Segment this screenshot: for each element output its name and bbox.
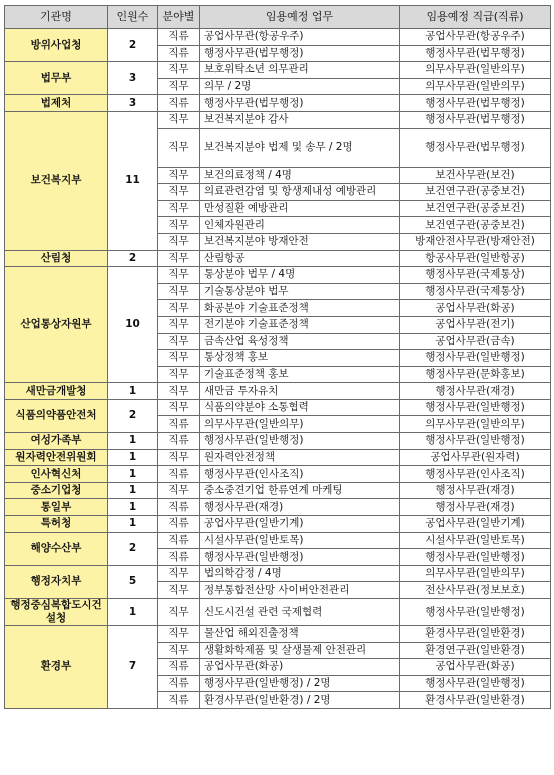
rank-cell: 공업사무관(항공우주) bbox=[400, 29, 551, 46]
headcount-cell: 7 bbox=[108, 626, 158, 709]
table-row bbox=[5, 532, 551, 549]
duty-cell: 의무 / 2명 bbox=[200, 78, 400, 95]
duty-cell: 행정사무관(인사조직) bbox=[200, 466, 400, 483]
rank-cell: 보건연구관(공중보건) bbox=[400, 217, 551, 234]
header-agency: 기관명 bbox=[5, 6, 108, 29]
rank-cell: 보건연구관(공중보건) bbox=[400, 200, 551, 217]
duty-cell: 환경사무관(일반환경) / 2명 bbox=[200, 692, 400, 709]
duty-cell: 산림항공 bbox=[200, 250, 400, 267]
rank-cell: 공업사무관(전기) bbox=[400, 316, 551, 333]
duty-cell: 행정사무관(일반행정) bbox=[200, 549, 400, 566]
rank-cell: 공업사무관(금속) bbox=[400, 333, 551, 350]
rank-cell: 행정사무관(국제통상) bbox=[400, 267, 551, 284]
field-cell: 직무 bbox=[158, 283, 200, 300]
rank-cell: 행정사무관(인사조직) bbox=[400, 466, 551, 483]
field-cell: 직류 bbox=[158, 692, 200, 709]
field-cell: 직무 bbox=[158, 111, 200, 128]
rank-cell: 행정사무관(재경) bbox=[400, 383, 551, 400]
agency-name-cell: 행정자치부 bbox=[5, 565, 108, 598]
table-row bbox=[5, 62, 551, 79]
duty-cell: 생활화학제품 및 살생물제 안전관리 bbox=[200, 642, 400, 659]
field-cell: 직류 bbox=[158, 416, 200, 433]
field-cell: 직무 bbox=[158, 184, 200, 201]
duty-cell: 원자력안전정책 bbox=[200, 449, 400, 466]
rank-cell: 행정사무관(법무행정) bbox=[400, 128, 551, 167]
agency-name-cell: 원자력안전위원회 bbox=[5, 449, 108, 466]
headcount-cell: 1 bbox=[108, 449, 158, 466]
table-row bbox=[5, 111, 551, 128]
agency-name-cell: 법제처 bbox=[5, 95, 108, 112]
table-row bbox=[5, 383, 551, 400]
duty-cell: 공업사무관(일반기계) bbox=[200, 516, 400, 533]
duty-cell: 금속산업 육성정책 bbox=[200, 333, 400, 350]
duty-cell: 신도시건설 관련 국제협력 bbox=[200, 599, 400, 626]
rank-cell: 행정사무관(일반행정) bbox=[400, 599, 551, 626]
field-cell: 직무 bbox=[158, 233, 200, 250]
duty-cell: 보건복지분야 법제 및 송무 / 2명 bbox=[200, 128, 400, 167]
headcount-cell: 11 bbox=[108, 111, 158, 250]
duty-cell: 행정사무관(일반행정) / 2명 bbox=[200, 675, 400, 692]
rank-cell: 의무사무관(일반의무) bbox=[400, 62, 551, 79]
agency-name-cell: 인사혁신처 bbox=[5, 466, 108, 483]
agency-name-cell: 환경부 bbox=[5, 626, 108, 709]
headcount-cell: 1 bbox=[108, 383, 158, 400]
agency-name-cell: 여성가족부 bbox=[5, 433, 108, 450]
duty-cell: 통상분야 법무 / 4명 bbox=[200, 267, 400, 284]
field-cell: 직류 bbox=[158, 95, 200, 112]
duty-cell: 법의학감정 / 4명 bbox=[200, 565, 400, 582]
rank-cell: 의무사무관(일반의무) bbox=[400, 416, 551, 433]
table-row bbox=[5, 466, 551, 483]
headcount-cell: 2 bbox=[108, 29, 158, 62]
rank-cell: 의무사무관(일반의무) bbox=[400, 78, 551, 95]
table-row bbox=[5, 599, 551, 626]
field-cell: 직무 bbox=[158, 626, 200, 643]
field-cell: 직무 bbox=[158, 582, 200, 599]
table-row bbox=[5, 626, 551, 643]
header-field: 분야별 bbox=[158, 6, 200, 29]
rank-cell: 방재안전사무관(방재안전) bbox=[400, 233, 551, 250]
field-cell: 직무 bbox=[158, 350, 200, 367]
duty-cell: 의료관련감염 및 항생제내성 예방관리 bbox=[200, 184, 400, 201]
field-cell: 직무 bbox=[158, 78, 200, 95]
headcount-cell: 1 bbox=[108, 482, 158, 499]
table-row bbox=[5, 516, 551, 533]
table-row bbox=[5, 250, 551, 267]
headcount-cell: 2 bbox=[108, 532, 158, 565]
field-cell: 직무 bbox=[158, 449, 200, 466]
rank-cell: 행정사무관(문화홍보) bbox=[400, 366, 551, 383]
headcount-cell: 10 bbox=[108, 267, 158, 383]
field-cell: 직류 bbox=[158, 433, 200, 450]
duty-cell: 정부통합전산망 사이버안전관리 bbox=[200, 582, 400, 599]
headcount-cell: 1 bbox=[108, 499, 158, 516]
duty-cell: 보호위탁소년 의무관리 bbox=[200, 62, 400, 79]
field-cell: 직무 bbox=[158, 62, 200, 79]
rank-cell: 행정사무관(법무행정) bbox=[400, 95, 551, 112]
duty-cell: 의무사무관(일반의무) bbox=[200, 416, 400, 433]
rank-cell: 공업사무관(원자력) bbox=[400, 449, 551, 466]
duty-cell: 공업사무관(화공) bbox=[200, 659, 400, 676]
field-cell: 직무 bbox=[158, 333, 200, 350]
duty-cell: 물산업 해외진출정책 bbox=[200, 626, 400, 643]
field-cell: 직무 bbox=[158, 599, 200, 626]
agency-name-cell: 해양수산부 bbox=[5, 532, 108, 565]
duty-cell: 통상정책 홍보 bbox=[200, 350, 400, 367]
rank-cell: 전산사무관(정보보호) bbox=[400, 582, 551, 599]
table-body bbox=[5, 29, 551, 709]
table-header-row bbox=[5, 6, 551, 29]
headcount-cell: 2 bbox=[108, 399, 158, 432]
field-cell: 직류 bbox=[158, 532, 200, 549]
rank-cell: 행정사무관(재경) bbox=[400, 499, 551, 516]
field-cell: 직무 bbox=[158, 128, 200, 167]
rank-cell: 행정사무관(일반행정) bbox=[400, 675, 551, 692]
headcount-cell: 3 bbox=[108, 62, 158, 95]
duty-cell: 행정사무관(법무행정) bbox=[200, 45, 400, 62]
field-cell: 직류 bbox=[158, 29, 200, 46]
agency-name-cell: 방위사업청 bbox=[5, 29, 108, 62]
duty-cell: 식품의약분야 소통협력 bbox=[200, 399, 400, 416]
table-row bbox=[5, 499, 551, 516]
duty-cell: 중소중견기업 한류연계 마케팅 bbox=[200, 482, 400, 499]
field-cell: 직무 bbox=[158, 642, 200, 659]
rank-cell: 보건연구관(공중보건) bbox=[400, 184, 551, 201]
agency-name-cell: 식품의약품안전처 bbox=[5, 399, 108, 432]
headcount-cell: 3 bbox=[108, 95, 158, 112]
duty-cell: 전기분야 기술표준정책 bbox=[200, 316, 400, 333]
field-cell: 직류 bbox=[158, 675, 200, 692]
rank-cell: 공업사무관(화공) bbox=[400, 300, 551, 317]
duty-cell: 공업사무관(항공우주) bbox=[200, 29, 400, 46]
headcount-cell: 1 bbox=[108, 599, 158, 626]
field-cell: 직류 bbox=[158, 499, 200, 516]
table-row bbox=[5, 482, 551, 499]
duty-cell: 새만금 투자유치 bbox=[200, 383, 400, 400]
rank-cell: 항공사무관(일반항공) bbox=[400, 250, 551, 267]
field-cell: 직류 bbox=[158, 549, 200, 566]
agency-name-cell: 특허청 bbox=[5, 516, 108, 533]
rank-cell: 시설사무관(일반토목) bbox=[400, 532, 551, 549]
headcount-cell: 5 bbox=[108, 565, 158, 598]
headcount-cell: 1 bbox=[108, 433, 158, 450]
table-row bbox=[5, 449, 551, 466]
agency-name-cell: 행정중심복합도시건설청 bbox=[5, 599, 108, 626]
field-cell: 직류 bbox=[158, 45, 200, 62]
agency-name-cell: 산업통상자원부 bbox=[5, 267, 108, 383]
header-duty: 임용예정 업무 bbox=[200, 6, 400, 29]
headcount-cell: 1 bbox=[108, 466, 158, 483]
duty-cell: 보건복지분야 감사 bbox=[200, 111, 400, 128]
duty-cell: 시설사무관(일반토목) bbox=[200, 532, 400, 549]
field-cell: 직류 bbox=[158, 516, 200, 533]
table-row bbox=[5, 29, 551, 46]
field-cell: 직무 bbox=[158, 267, 200, 284]
field-cell: 직무 bbox=[158, 399, 200, 416]
field-cell: 직류 bbox=[158, 466, 200, 483]
field-cell: 직무 bbox=[158, 200, 200, 217]
agency-name-cell: 중소기업청 bbox=[5, 482, 108, 499]
agency-name-cell: 법무부 bbox=[5, 62, 108, 95]
table-row bbox=[5, 95, 551, 112]
field-cell: 직무 bbox=[158, 300, 200, 317]
rank-cell: 환경사무관(일반환경) bbox=[400, 692, 551, 709]
rank-cell: 환경연구관(일반환경) bbox=[400, 642, 551, 659]
rank-cell: 행정사무관(일반행정) bbox=[400, 399, 551, 416]
rank-cell: 행정사무관(일반행정) bbox=[400, 350, 551, 367]
rank-cell: 행정사무관(법무행정) bbox=[400, 45, 551, 62]
rank-cell: 행정사무관(일반행정) bbox=[400, 549, 551, 566]
field-cell: 직류 bbox=[158, 659, 200, 676]
headcount-cell: 2 bbox=[108, 250, 158, 267]
table-row bbox=[5, 433, 551, 450]
duty-cell: 보건의료정책 / 4명 bbox=[200, 167, 400, 184]
duty-cell: 행정사무관(재경) bbox=[200, 499, 400, 516]
field-cell: 직무 bbox=[158, 250, 200, 267]
header-rank: 임용예정 직급(직류) bbox=[400, 6, 551, 29]
rank-cell: 환경사무관(일반환경) bbox=[400, 626, 551, 643]
field-cell: 직무 bbox=[158, 383, 200, 400]
table-row bbox=[5, 399, 551, 416]
rank-cell: 공업사무관(화공) bbox=[400, 659, 551, 676]
duty-cell: 기술통상분야 법무 bbox=[200, 283, 400, 300]
agency-name-cell: 보건복지부 bbox=[5, 111, 108, 250]
rank-cell: 행정사무관(법무행정) bbox=[400, 111, 551, 128]
header-count: 인원수 bbox=[108, 6, 158, 29]
agency-name-cell: 새만금개발청 bbox=[5, 383, 108, 400]
agency-name-cell: 통일부 bbox=[5, 499, 108, 516]
rank-cell: 의무사무관(일반의무) bbox=[400, 565, 551, 582]
rank-cell: 행정사무관(일반행정) bbox=[400, 433, 551, 450]
field-cell: 직무 bbox=[158, 366, 200, 383]
agency-name-cell: 산림청 bbox=[5, 250, 108, 267]
duty-cell: 행정사무관(법무행정) bbox=[200, 95, 400, 112]
field-cell: 직무 bbox=[158, 565, 200, 582]
field-cell: 직무 bbox=[158, 482, 200, 499]
headcount-cell: 1 bbox=[108, 516, 158, 533]
field-cell: 직무 bbox=[158, 217, 200, 234]
rank-cell: 행정사무관(국제통상) bbox=[400, 283, 551, 300]
field-cell: 직무 bbox=[158, 316, 200, 333]
table-row bbox=[5, 565, 551, 582]
rank-cell: 보건사무관(보건) bbox=[400, 167, 551, 184]
rank-cell: 공업사무관(일반기계) bbox=[400, 516, 551, 533]
duty-cell: 만성질환 예방관리 bbox=[200, 200, 400, 217]
duty-cell: 행정사무관(일반행정) bbox=[200, 433, 400, 450]
duty-cell: 보건복지분야 방재안전 bbox=[200, 233, 400, 250]
table-row bbox=[5, 267, 551, 284]
recruitment-table bbox=[4, 5, 551, 709]
rank-cell: 행정사무관(재경) bbox=[400, 482, 551, 499]
field-cell: 직무 bbox=[158, 167, 200, 184]
duty-cell: 기술표준정책 홍보 bbox=[200, 366, 400, 383]
duty-cell: 화공분야 기술표준정책 bbox=[200, 300, 400, 317]
duty-cell: 인체자원관리 bbox=[200, 217, 400, 234]
